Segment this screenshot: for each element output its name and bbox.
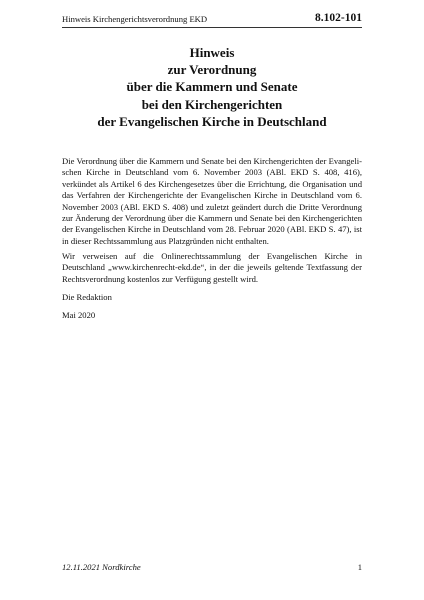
footer-date-source: 12.11.2021 Nordkirche xyxy=(62,562,141,572)
body-paragraph-reference: Wir verweisen auf die Onlinerechtssammlung der Evangelischen Kirche in Deutschland „www.kirchenrecht-ekd.de“, in der die jeweils geltende Textfassung der Rechtsverordnung kostenlos zur Verfügung gestellt wird. xyxy=(62,250,362,284)
title-line: über die Kammern und Senate xyxy=(126,79,298,95)
signoff: Die Redaktion xyxy=(62,292,112,303)
body-paragraph-notice: Die Verordnung über die Kammern und Senate bei den Kirchengerichten der Evangelischen Kirche in Deutschland vom 6. November 2003 (ABl. EKD S. 408, 416), verkündet als Artikel 6 des Kirchengesetzes über die Errichtung, die Organisation und das Verfahren der Kirchengerichte der Evangelischen Kirche in Deutschland vom 6. November 2003 (ABl. EKD S. 408) und zuletzt geändert durch die Dritte Verordnung zur Änderung der Verordnung über die Kammern und Senate bei den Kirchengerichten der Evangelischen Kirche in Deutschland vom 28. Februar 2020 (ABl. EKD S. 47), ist in dieser Rechtssammlung aus Platzgründen nicht enthalten. xyxy=(62,156,362,246)
title-line: Hinweis xyxy=(189,45,235,60)
title-line: der Evangelischen Kirche in Deutschland xyxy=(97,113,327,129)
header-document-number: 8.102-101 xyxy=(315,12,362,24)
title-line: zur Verordnung xyxy=(167,62,257,78)
document-title xyxy=(62,44,362,130)
header-document-title: Hinweis Kirchengerichtsverordnung EKD xyxy=(62,14,208,24)
page-header xyxy=(62,13,362,28)
title-line: bei den Kirchengerichten xyxy=(141,96,283,112)
page-number: 1 xyxy=(357,562,362,572)
document-body xyxy=(62,156,362,325)
signoff-date: Mai 2020 xyxy=(62,310,96,321)
